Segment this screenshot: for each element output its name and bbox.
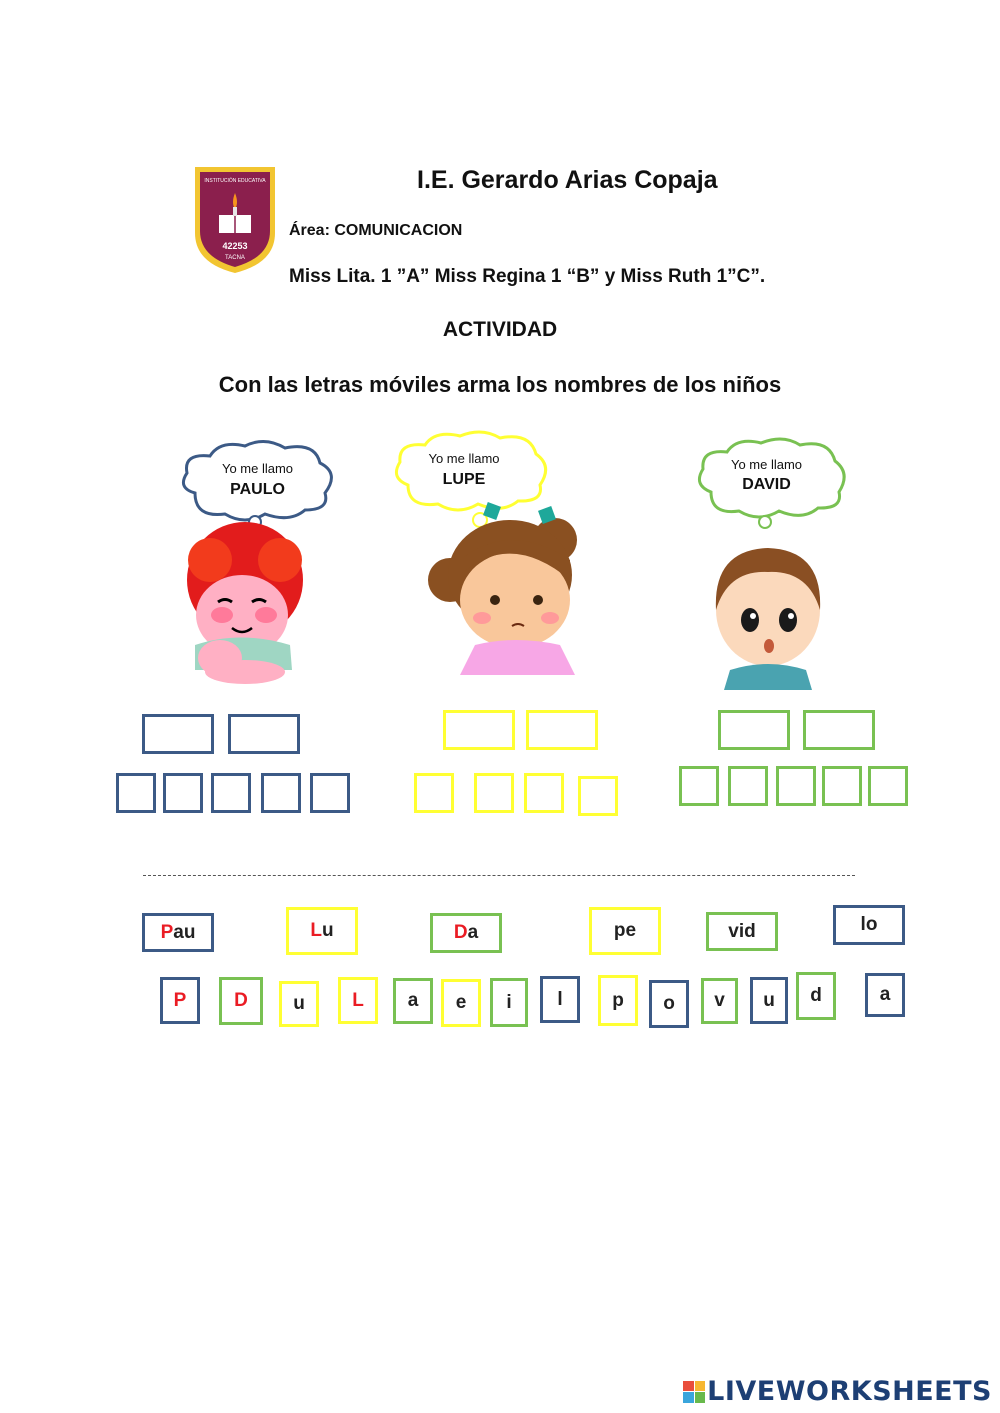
answer-box-david-letter-3[interactable]: [776, 766, 816, 806]
answer-box-lupe-letter-3[interactable]: [524, 773, 564, 813]
tile-syllable-lo[interactable]: lo: [833, 905, 905, 945]
answer-box-paulo-syllable-1[interactable]: [142, 714, 214, 754]
tile-letter-e[interactable]: e: [441, 979, 481, 1027]
answer-box-paulo-letter-4[interactable]: [261, 773, 301, 813]
answer-box-david-letter-4[interactable]: [822, 766, 862, 806]
answer-box-paulo-letter-1[interactable]: [116, 773, 156, 813]
tile-syllable-pe[interactable]: pe: [589, 907, 661, 955]
answer-box-david-letter-2[interactable]: [728, 766, 768, 806]
answer-box-david-letter-1[interactable]: [679, 766, 719, 806]
name-paulo: PAULO: [230, 481, 285, 498]
tile-letter-a-blue[interactable]: a: [865, 973, 905, 1017]
tile-letter-o[interactable]: o: [649, 980, 689, 1028]
tile-syllable-vid[interactable]: vid: [706, 912, 778, 951]
answer-box-paulo-letter-2[interactable]: [163, 773, 203, 813]
activity-title: ACTIVIDAD: [442, 318, 558, 341]
tile-letter-a-green[interactable]: a: [393, 978, 433, 1024]
tile-letter-d-capital[interactable]: D: [219, 977, 263, 1025]
thought-bubble-paulo: [175, 438, 340, 533]
greeting-paulo: Yo me llamo: [221, 461, 294, 476]
tile-syllable-lu[interactable]: L u: [286, 907, 358, 955]
liveworksheets-text: LIVEWORKSHEETS: [707, 1376, 992, 1407]
greeting-lupe: Yo me llamo: [428, 451, 500, 466]
subject-area: Área: COMUNICACION: [289, 222, 463, 239]
tile-letter-v[interactable]: v: [701, 978, 738, 1024]
greeting-david: Yo me llamo: [730, 457, 803, 472]
answer-box-lupe-letter-1[interactable]: [414, 773, 454, 813]
david-illustration: [708, 540, 828, 690]
school-logo: [191, 163, 279, 275]
answer-box-paulo-letter-3[interactable]: [211, 773, 251, 813]
tile-syllable-pau[interactable]: P au: [142, 913, 214, 952]
answer-box-david-syllable-1[interactable]: [718, 710, 790, 750]
tile-syllable-da[interactable]: D a: [430, 913, 502, 953]
svg-text:TACNA: TACNA: [225, 255, 245, 261]
answer-box-lupe-letter-2[interactable]: [474, 773, 514, 813]
answer-box-lupe-letter-4[interactable]: [578, 776, 618, 816]
tile-letter-i[interactable]: i: [490, 978, 528, 1027]
answer-box-lupe-syllable-1[interactable]: [443, 710, 515, 750]
tile-letter-l[interactable]: l: [540, 976, 580, 1023]
liveworksheets-brand: [683, 1376, 992, 1407]
tile-letter-l-capital[interactable]: L: [338, 977, 378, 1024]
instruction-text: Con las letras móviles arma los nombres de los niños: [218, 372, 782, 397]
answer-box-david-letter-5[interactable]: [868, 766, 908, 806]
liveworksheets-logo-icon: [683, 1381, 705, 1403]
name-david: DAVID: [742, 476, 791, 493]
teachers-line: Miss Lita. 1 ”A” Miss Regina 1 “B” y Miss Ruth 1”C”.: [289, 266, 766, 287]
paulo-illustration: [180, 520, 310, 685]
tile-letter-u-blue[interactable]: u: [750, 977, 788, 1024]
name-lupe: LUPE: [442, 471, 486, 488]
lupe-illustration: [420, 500, 585, 675]
tile-letter-d[interactable]: d: [796, 972, 836, 1020]
tile-letter-p-capital[interactable]: P: [160, 977, 200, 1024]
answer-box-paulo-syllable-2[interactable]: [228, 714, 300, 754]
tile-letter-p[interactable]: p: [598, 975, 638, 1026]
svg-text:42253: 42253: [222, 241, 248, 251]
answer-box-lupe-syllable-2[interactable]: [526, 710, 598, 750]
answer-box-paulo-letter-5[interactable]: [310, 773, 350, 813]
dashed-divider: [143, 875, 855, 876]
answer-box-david-syllable-2[interactable]: [803, 710, 875, 750]
thought-bubble-david: [693, 437, 848, 532]
svg-text:INSTITUCIÓN EDUCATIVA: INSTITUCIÓN EDUCATIVA: [204, 178, 266, 184]
school-name: I.E. Gerardo Arias Copaja: [417, 166, 718, 194]
tile-letter-u[interactable]: u: [279, 981, 319, 1027]
